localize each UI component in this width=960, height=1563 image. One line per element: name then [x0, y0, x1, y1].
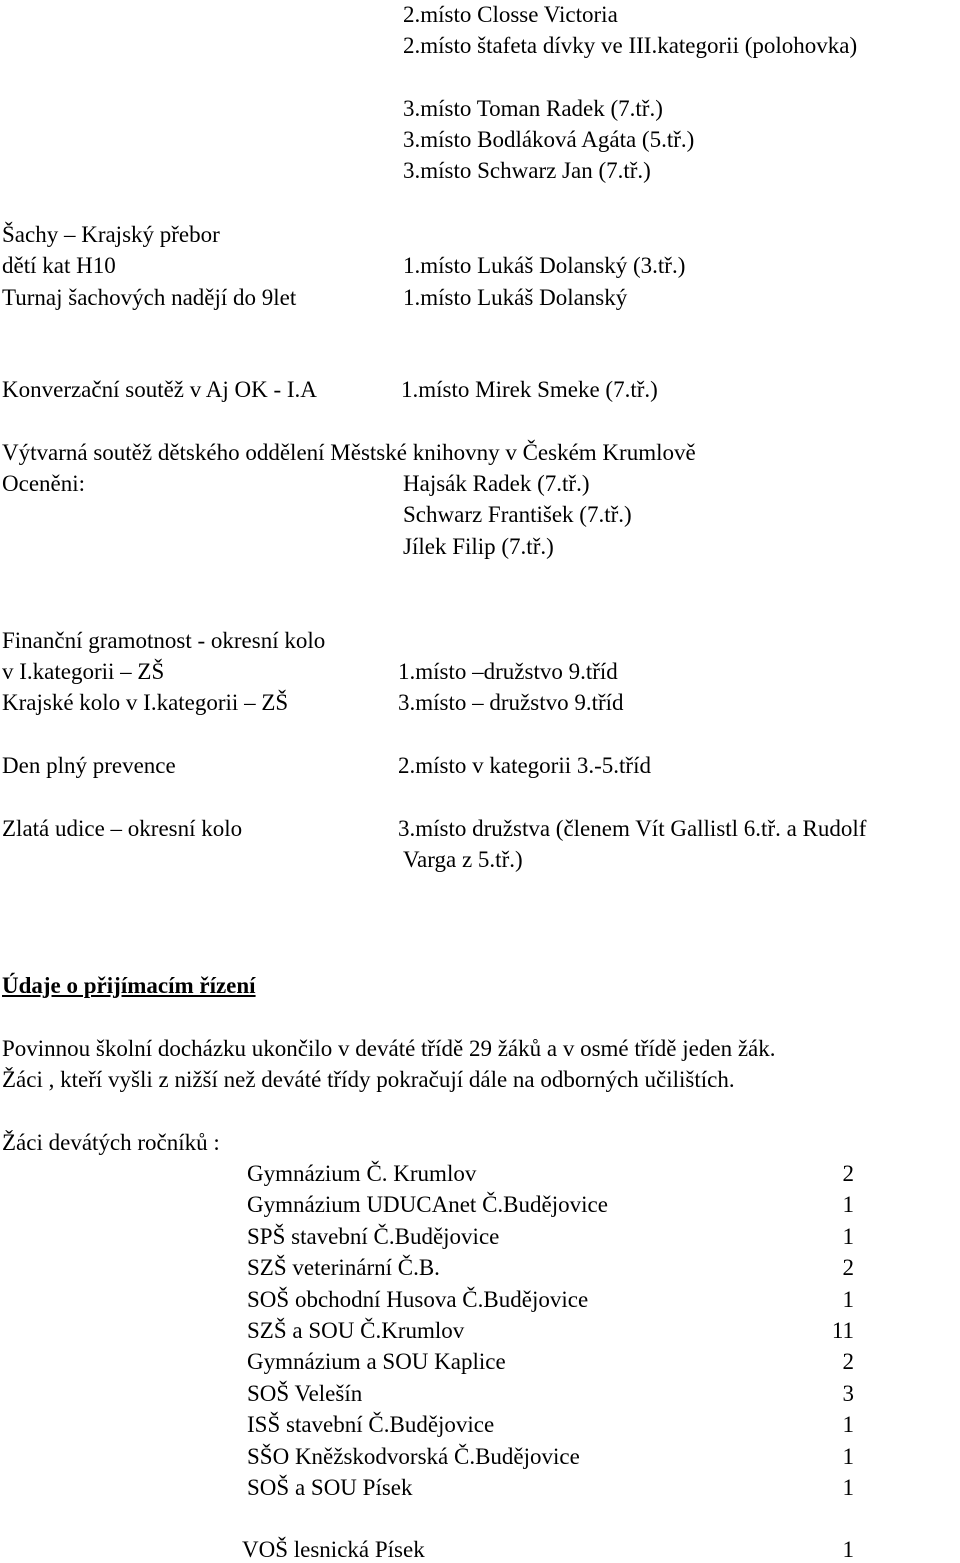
chess-label: Turnaj šachových nadějí do 9let: [2, 285, 297, 310]
admission-paragraph: Žáci , kteří vyšli z nižší než deváté třídy pokračují dále na odborných učilištích.: [2, 1067, 735, 1092]
school-name: SOŠ a SOU Písek: [247, 1475, 413, 1500]
chess-result: 1.místo Lukáš Dolanský: [403, 285, 628, 310]
admission-paragraph: Povinnou školní docházku ukončilo v deváté třídě 29 žáků a v osmé třídě jeden žák.: [2, 1036, 776, 1061]
admission-heading: Údaje o přijímacím řízení: [2, 973, 256, 998]
school-count: 2: [842, 1255, 854, 1280]
art-winner: Hajsák Radek (7.tř.): [403, 471, 590, 496]
result-line: 3.místo Bodláková Agáta (5.tř.): [403, 127, 695, 152]
school-name: SOŠ Velešín: [247, 1381, 363, 1406]
art-winner: Jílek Filip (7.tř.): [403, 534, 554, 559]
conversation-label: Konverzační soutěž v Aj OK - I.A: [2, 377, 317, 402]
school-count: 1: [842, 1287, 854, 1312]
school-name: Gymnázium UDUCAnet Č.Budějovice: [247, 1192, 608, 1217]
school-name: SŠO Kněžskodvorská Č.Budějovice: [247, 1444, 580, 1469]
result-line: 3.místo Schwarz Jan (7.tř.): [403, 158, 651, 183]
school-name: SOŠ obchodní Husova Č.Budějovice: [247, 1287, 589, 1312]
art-winner: Schwarz František (7.tř.): [403, 502, 632, 527]
art-label: Oceněni:: [2, 471, 86, 496]
finance-result: 1.místo –družstvo 9.tříd: [398, 659, 618, 684]
prevention-label: Den plný prevence: [2, 753, 176, 778]
schools-list-title: Žáci devátých ročníků :: [2, 1130, 220, 1155]
school-name: ISŠ stavební Č.Budějovice: [247, 1412, 495, 1437]
chess-label: dětí kat H10: [2, 253, 116, 278]
school-count: 1: [842, 1475, 854, 1500]
school-name: VOŠ lesnická Písek: [242, 1537, 425, 1562]
result-line: 2.místo Closse Victoria: [403, 2, 618, 27]
school-count: 1: [842, 1537, 854, 1562]
chess-result: 1.místo Lukáš Dolanský (3.tř.): [403, 253, 686, 278]
school-count: 3: [842, 1381, 854, 1406]
school-count: 1: [842, 1444, 854, 1469]
conversation-result: 1.místo Mirek Smeke (7.tř.): [401, 377, 658, 402]
art-title: Výtvarná soutěž dětského oddělení Městské knihovny v Českém Krumlově: [2, 440, 696, 465]
school-name: Gymnázium a SOU Kaplice: [247, 1349, 506, 1374]
school-count: 2: [842, 1349, 854, 1374]
fishing-result: Varga z 5.tř.): [403, 847, 523, 872]
result-line: 3.místo Toman Radek (7.tř.): [403, 96, 663, 121]
school-count: 2: [842, 1161, 854, 1186]
school-name: SPŠ stavební Č.Budějovice: [247, 1224, 500, 1249]
prevention-result: 2.místo v kategorii 3.-5.tříd: [398, 753, 651, 778]
chess-label: Šachy – Krajský přebor: [2, 222, 220, 247]
fishing-label: Zlatá udice – okresní kolo: [2, 816, 243, 841]
result-line: 2.místo štafeta dívky ve III.kategorii (polohovka): [403, 33, 858, 58]
school-name: SZŠ a SOU Č.Krumlov: [247, 1318, 465, 1343]
finance-label: v I.kategorii – ZŠ: [2, 659, 165, 684]
school-count: 1: [842, 1412, 854, 1437]
finance-label: Finanční gramotnost - okresní kolo: [2, 628, 326, 653]
school-count: 11: [831, 1318, 854, 1343]
school-name: Gymnázium Č. Krumlov: [247, 1161, 477, 1186]
fishing-result: 3.místo družstva (členem Vít Gallistl 6.tř. a Rudolf: [398, 816, 867, 841]
school-count: 1: [842, 1224, 854, 1249]
finance-result: 3.místo – družstvo 9.tříd: [398, 690, 624, 715]
school-name: SZŠ veterinární Č.B.: [247, 1255, 440, 1280]
school-count: 1: [842, 1192, 854, 1217]
finance-label: Krajské kolo v I.kategorii – ZŠ: [2, 690, 289, 715]
